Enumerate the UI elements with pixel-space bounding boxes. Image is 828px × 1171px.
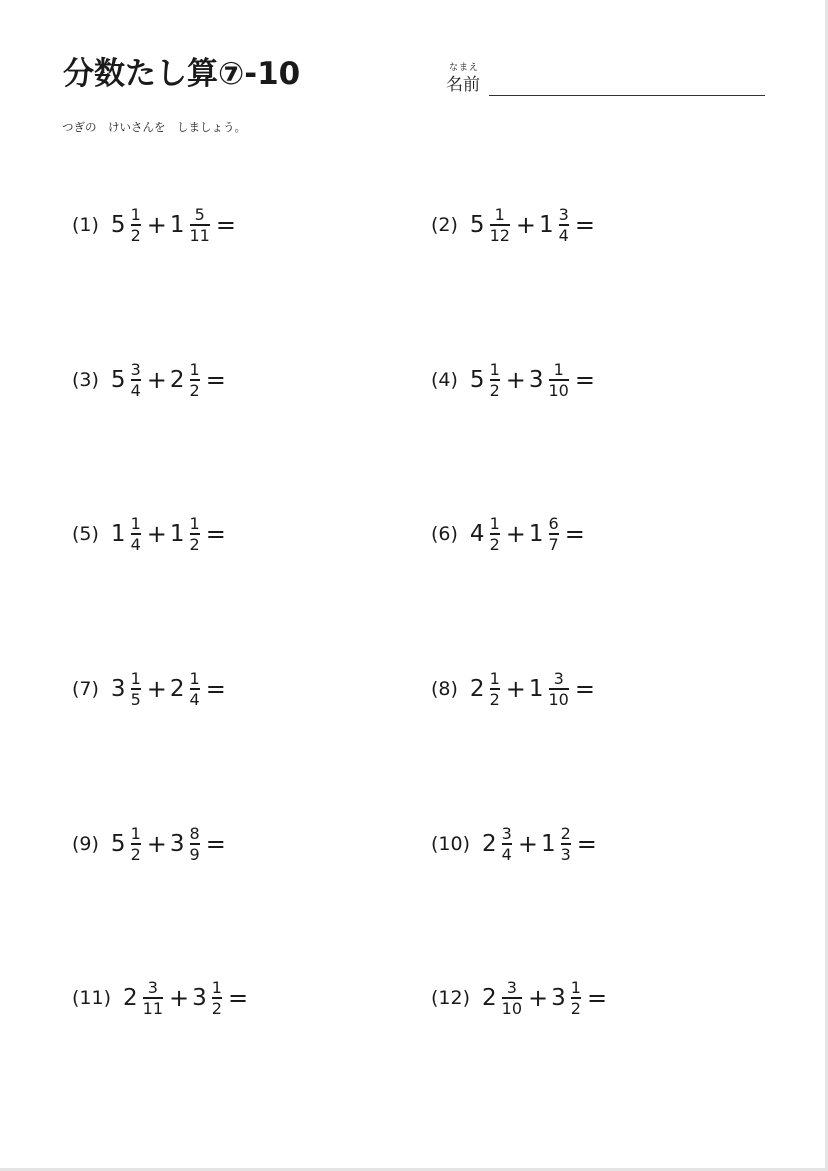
whole-number: 1 bbox=[539, 211, 554, 238]
numerator: 1 bbox=[489, 360, 500, 379]
whole-number: 2 bbox=[482, 830, 497, 857]
fraction bbox=[131, 825, 141, 863]
plus-sign: + bbox=[528, 983, 549, 1012]
numerator: 1 bbox=[189, 360, 200, 379]
denominator: 2 bbox=[211, 998, 222, 1018]
problem-number: (5) bbox=[72, 522, 99, 545]
problem-10 bbox=[431, 825, 597, 863]
equals-sign: = bbox=[574, 674, 595, 703]
plus-sign: + bbox=[515, 210, 537, 239]
problem-number: (12) bbox=[431, 986, 471, 1009]
plus-sign: + bbox=[517, 829, 538, 858]
fraction bbox=[549, 515, 559, 553]
numerator: 1 bbox=[494, 205, 505, 224]
numerator: 3 bbox=[558, 205, 569, 224]
numerator: 3 bbox=[506, 978, 517, 997]
problem-number: (11) bbox=[72, 986, 112, 1009]
fraction bbox=[131, 515, 141, 553]
denominator: 11 bbox=[189, 225, 210, 245]
fraction bbox=[549, 670, 569, 708]
fraction bbox=[502, 979, 522, 1017]
denominator: 4 bbox=[501, 844, 512, 864]
numerator: 1 bbox=[130, 205, 141, 224]
numerator: 1 bbox=[189, 514, 200, 533]
problem-11 bbox=[72, 979, 248, 1017]
problem-number: (9) bbox=[72, 832, 99, 855]
plus-sign: + bbox=[146, 365, 167, 394]
problem-12 bbox=[431, 979, 607, 1017]
whole-number: 1 bbox=[169, 211, 185, 238]
fraction bbox=[212, 979, 222, 1017]
numerator: 6 bbox=[548, 514, 559, 533]
plus-sign: + bbox=[505, 519, 526, 548]
whole-number: 5 bbox=[469, 211, 485, 238]
numerator: 1 bbox=[130, 824, 141, 843]
fraction bbox=[190, 515, 200, 553]
whole-number: 1 bbox=[540, 830, 556, 857]
numerator: 1 bbox=[189, 669, 200, 688]
numerator: 1 bbox=[130, 669, 141, 688]
problem-6 bbox=[431, 515, 585, 553]
numerator: 1 bbox=[489, 669, 500, 688]
numerator: 5 bbox=[194, 205, 205, 224]
problem-number: (6) bbox=[431, 522, 458, 545]
plus-sign: + bbox=[505, 365, 526, 394]
denominator: 4 bbox=[130, 534, 141, 554]
denominator: 12 bbox=[489, 225, 510, 245]
denominator: 2 bbox=[570, 998, 581, 1018]
whole-number: 1 bbox=[528, 675, 544, 702]
problem-number: (1) bbox=[72, 213, 99, 236]
numerator: 3 bbox=[130, 360, 141, 379]
numerator: 3 bbox=[501, 824, 512, 843]
numerator: 8 bbox=[189, 824, 200, 843]
numerator: 1 bbox=[489, 514, 500, 533]
whole-number: 4 bbox=[469, 520, 485, 547]
whole-number: 1 bbox=[528, 520, 544, 547]
whole-number: 5 bbox=[469, 366, 485, 393]
equals-sign: = bbox=[205, 674, 226, 703]
denominator: 4 bbox=[558, 225, 569, 245]
whole-number: 2 bbox=[469, 675, 485, 702]
plus-sign: + bbox=[146, 519, 167, 548]
denominator: 7 bbox=[548, 534, 559, 554]
denominator: 9 bbox=[189, 844, 200, 864]
problem-number: (3) bbox=[72, 368, 99, 391]
problem-9 bbox=[72, 825, 226, 863]
fraction bbox=[559, 206, 569, 244]
problem-number: (7) bbox=[72, 677, 99, 700]
equals-sign: = bbox=[205, 365, 226, 394]
whole-number: 5 bbox=[110, 211, 126, 238]
denominator: 5 bbox=[130, 689, 141, 709]
fraction bbox=[190, 361, 200, 399]
fraction bbox=[490, 206, 510, 244]
denominator: 11 bbox=[142, 998, 164, 1018]
plus-sign: + bbox=[505, 674, 526, 703]
plus-sign: + bbox=[146, 674, 167, 703]
problem-number: (8) bbox=[431, 677, 458, 700]
fraction bbox=[190, 825, 200, 863]
denominator: 2 bbox=[130, 225, 141, 245]
numerator: 1 bbox=[553, 360, 564, 379]
fraction bbox=[143, 979, 163, 1017]
denominator: 2 bbox=[489, 534, 500, 554]
problem-number: (10) bbox=[431, 832, 471, 855]
plus-sign: + bbox=[169, 983, 190, 1012]
fraction bbox=[190, 670, 200, 708]
equals-sign: = bbox=[586, 983, 608, 1012]
problem-8 bbox=[431, 670, 595, 708]
plus-sign: + bbox=[146, 829, 167, 858]
whole-number: 3 bbox=[169, 830, 185, 857]
whole-number: 1 bbox=[169, 520, 185, 547]
fraction bbox=[131, 361, 141, 399]
problem-7 bbox=[72, 670, 226, 708]
numerator: 3 bbox=[553, 669, 564, 688]
denominator: 10 bbox=[548, 689, 569, 709]
plus-sign: + bbox=[146, 210, 167, 239]
instructions: つぎの けいさんを しましょう。 bbox=[62, 120, 246, 134]
whole-number: 5 bbox=[110, 830, 126, 857]
fraction bbox=[131, 670, 141, 708]
whole-number: 3 bbox=[110, 675, 126, 702]
fraction bbox=[490, 670, 500, 708]
fraction bbox=[571, 979, 581, 1017]
fraction bbox=[561, 825, 571, 863]
equals-sign: = bbox=[576, 829, 597, 858]
fraction bbox=[490, 361, 500, 399]
worksheet-title: 分数たし算⑦-10 bbox=[63, 56, 301, 92]
problem-2 bbox=[431, 206, 595, 244]
problem-3 bbox=[72, 361, 226, 399]
problem-number: (2) bbox=[431, 213, 458, 236]
equals-sign: = bbox=[574, 210, 595, 239]
fraction bbox=[490, 515, 500, 553]
fraction bbox=[549, 361, 569, 399]
name-field bbox=[446, 60, 766, 98]
numerator: 3 bbox=[147, 978, 158, 997]
denominator: 4 bbox=[189, 689, 200, 709]
problem-5 bbox=[72, 515, 226, 553]
numerator: 1 bbox=[211, 978, 222, 997]
denominator: 2 bbox=[189, 380, 200, 400]
whole-number: 2 bbox=[482, 984, 497, 1011]
whole-number: 5 bbox=[110, 366, 126, 393]
name-label: 名前 bbox=[446, 75, 480, 95]
denominator: 2 bbox=[489, 689, 500, 709]
denominator: 2 bbox=[189, 534, 200, 554]
numerator: 2 bbox=[560, 824, 571, 843]
whole-number: 3 bbox=[192, 984, 207, 1011]
whole-number: 2 bbox=[169, 675, 185, 702]
denominator: 10 bbox=[501, 998, 523, 1018]
denominator: 10 bbox=[548, 380, 569, 400]
whole-number: 3 bbox=[551, 984, 566, 1011]
fraction bbox=[131, 206, 141, 244]
problem-1 bbox=[72, 206, 236, 244]
fraction bbox=[190, 206, 210, 244]
numerator: 1 bbox=[130, 514, 141, 533]
whole-number: 1 bbox=[110, 520, 126, 547]
fraction bbox=[502, 825, 512, 863]
denominator: 2 bbox=[130, 844, 141, 864]
denominator: 4 bbox=[130, 380, 141, 400]
equals-sign: = bbox=[564, 519, 585, 548]
equals-sign: = bbox=[205, 829, 226, 858]
numerator: 1 bbox=[570, 978, 581, 997]
equals-sign: = bbox=[227, 983, 249, 1012]
name-write-line bbox=[489, 95, 765, 96]
equals-sign: = bbox=[215, 210, 236, 239]
equals-sign: = bbox=[574, 365, 595, 394]
denominator: 2 bbox=[489, 380, 500, 400]
whole-number: 2 bbox=[169, 366, 185, 393]
name-ruby: なまえ bbox=[449, 63, 480, 73]
denominator: 3 bbox=[560, 844, 571, 864]
problem-4 bbox=[431, 361, 595, 399]
whole-number: 2 bbox=[123, 984, 138, 1011]
whole-number: 3 bbox=[528, 366, 544, 393]
equals-sign: = bbox=[205, 519, 226, 548]
problem-number: (4) bbox=[431, 368, 458, 391]
